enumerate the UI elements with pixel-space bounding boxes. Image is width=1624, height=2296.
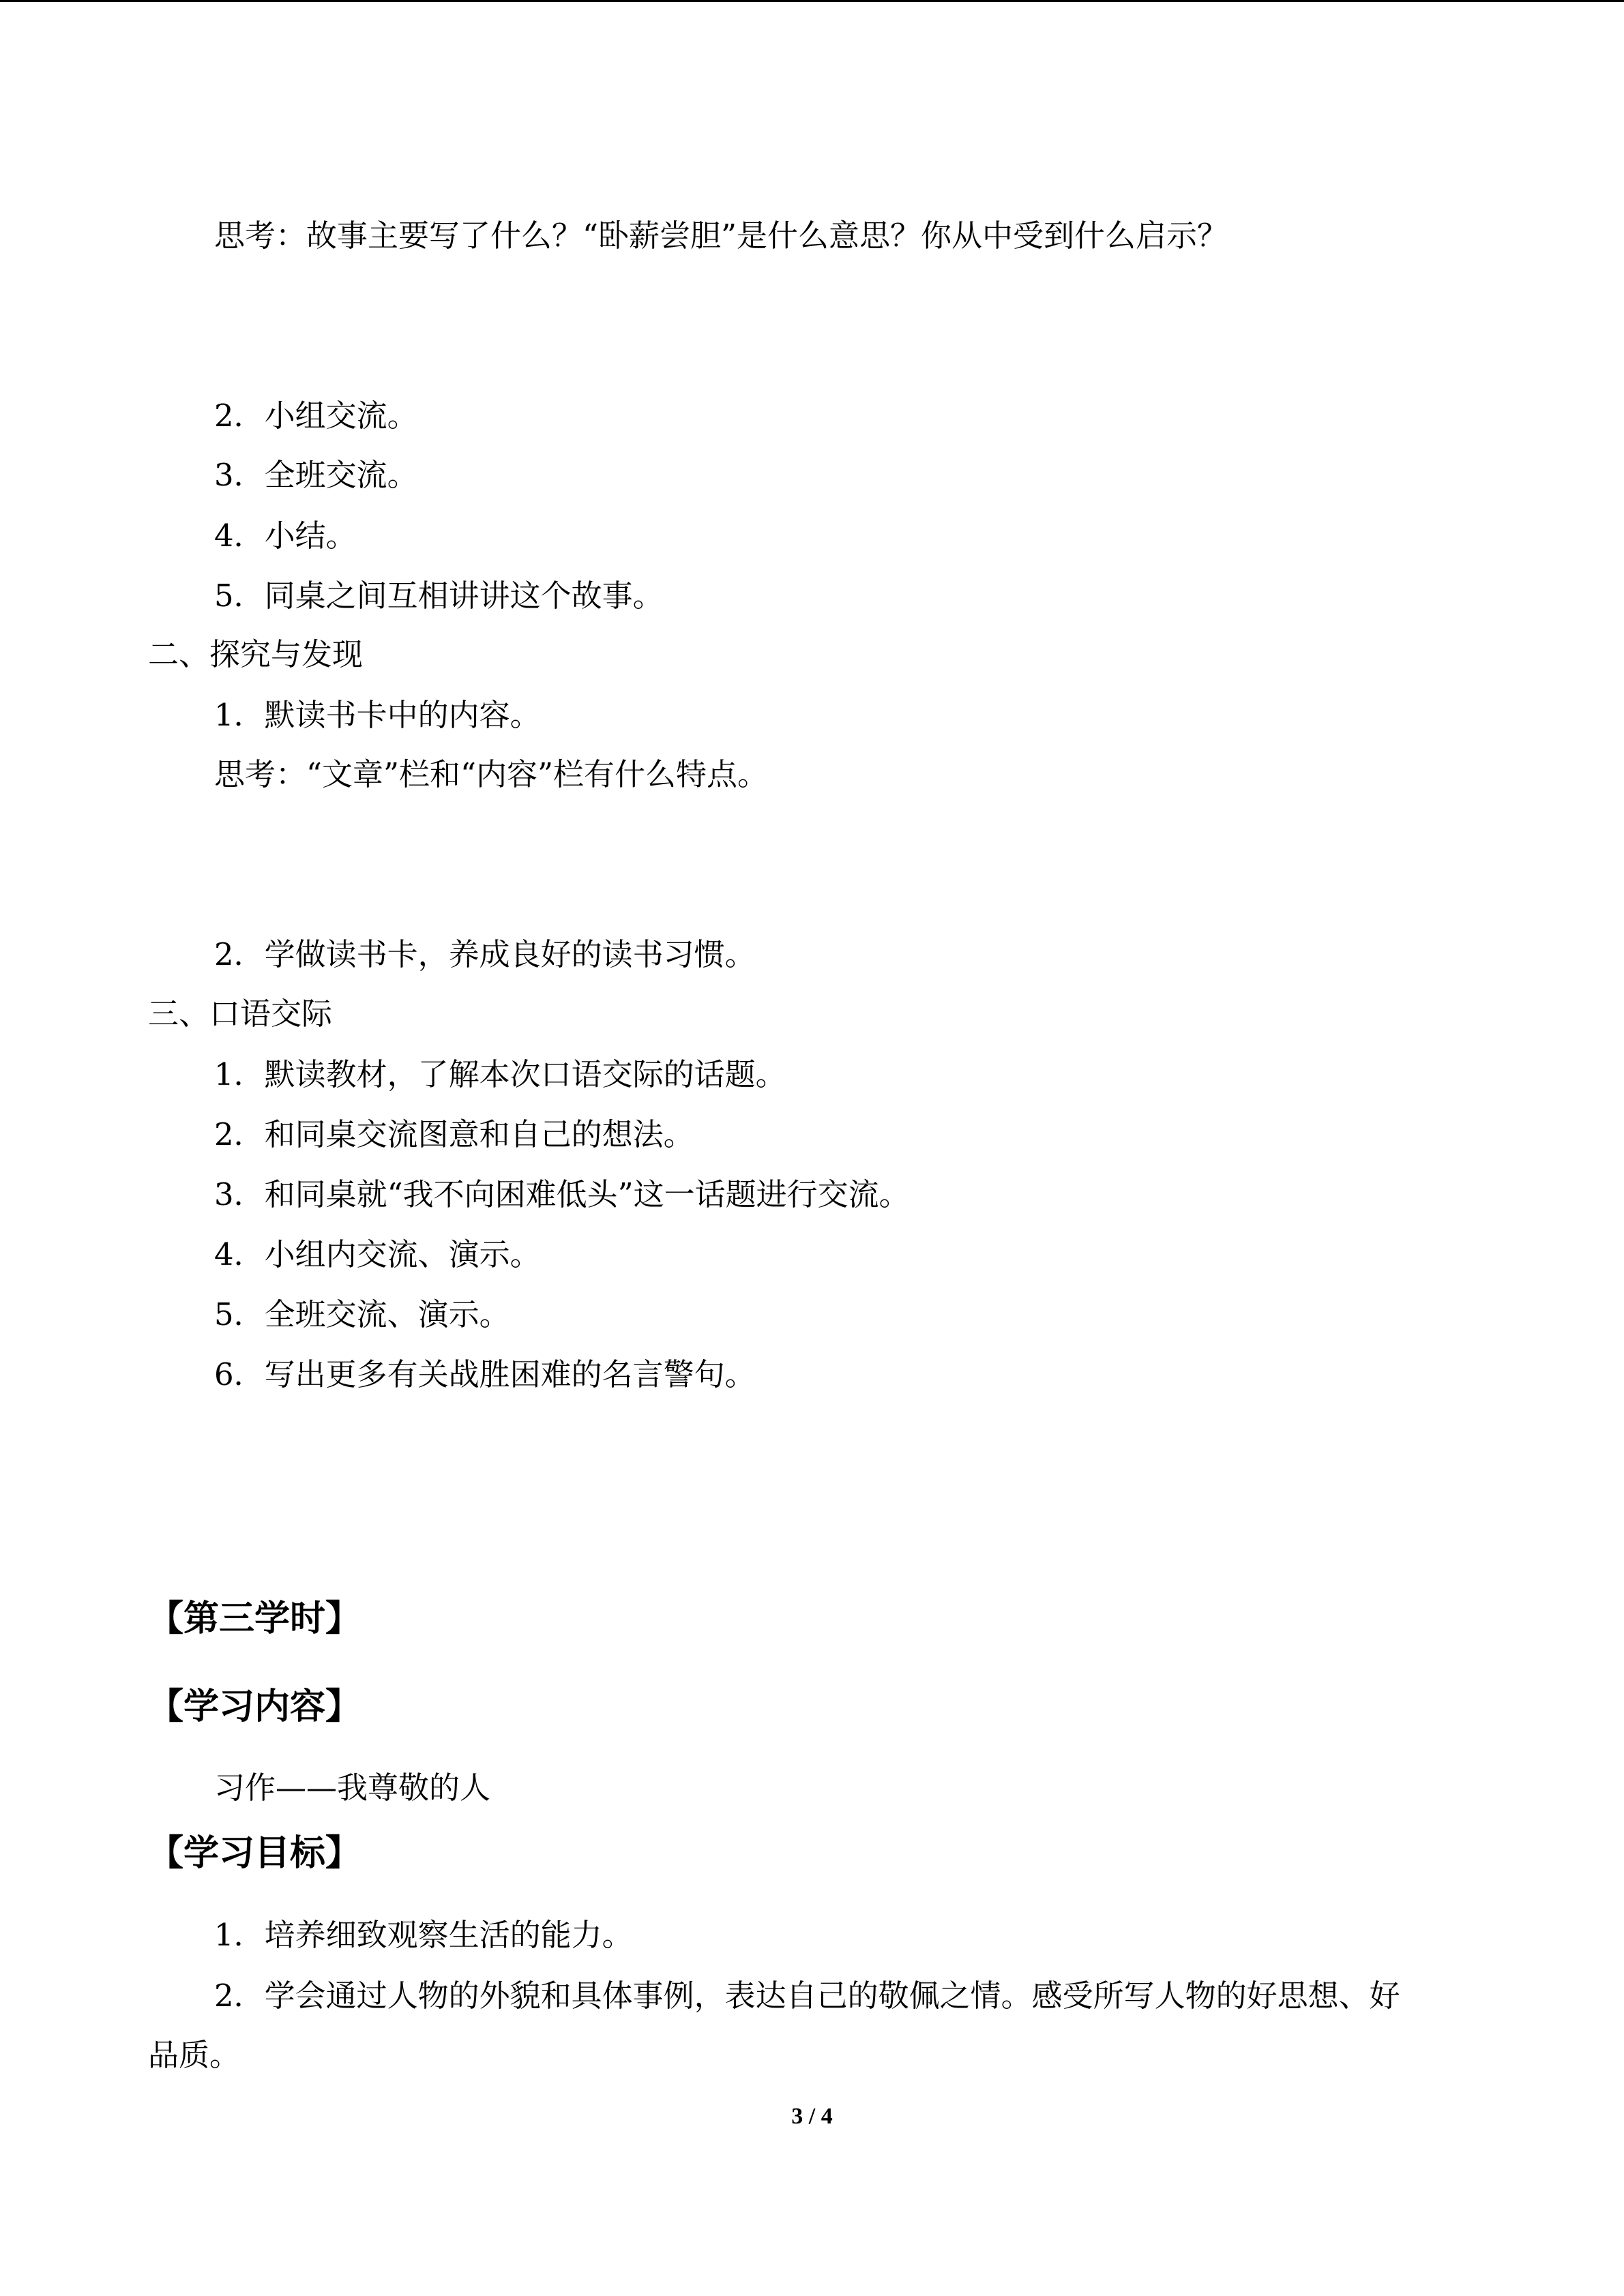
list-item: 5．同桌之间互相讲讲这个故事。 — [214, 578, 664, 614]
lesson-content: 习作——我尊敬的人 — [214, 1770, 491, 1806]
list-item: 4．小结。 — [214, 518, 357, 554]
list-item: 6．写出更多有关战胜困难的名言警句。 — [214, 1356, 756, 1392]
goal-item: 2．学会通过人物的外貌和具体事例，表达自己的敬佩之情。感受所写人物的好思想、好 — [214, 1978, 1400, 2014]
list-item: 4．小组内交流、演示。 — [214, 1236, 541, 1272]
lesson-heading: 【第三学时】 — [148, 1598, 361, 1639]
section-title-oral: 三、口语交际 — [148, 996, 333, 1032]
list-item: 2．和同桌交流图意和自己的想法。 — [214, 1116, 694, 1152]
list-item: 5．全班交流、演示。 — [214, 1296, 510, 1332]
goal-item: 1．培养细致观察生活的能力。 — [214, 1917, 633, 1953]
think-question-2: 思考：“文章”栏和“内容”栏有什么特点。 — [214, 756, 769, 792]
page-top-border — [0, 0, 1624, 2]
goal-item-continuation: 品质。 — [148, 2037, 241, 2073]
list-item: 1．默读教材，了解本次口语交际的话题。 — [214, 1056, 786, 1092]
goals-heading: 【学习目标】 — [148, 1833, 361, 1874]
list-item: 3．和同桌就“我不向困难低头”这一话题进行交流。 — [214, 1176, 910, 1212]
content-heading: 【学习内容】 — [148, 1686, 361, 1727]
page-number: 3 / 4 — [791, 2104, 833, 2129]
list-item: 3．全班交流。 — [214, 457, 418, 493]
list-item: 2．小组交流。 — [214, 398, 418, 434]
list-item: 2．学做读书卡，养成良好的读书习惯。 — [214, 936, 756, 972]
section-title-explore: 二、探究与发现 — [148, 636, 364, 672]
think-question-1: 思考：故事主要写了什么？“卧薪尝胆”是什么意思？你从中受到什么启示？ — [214, 218, 1228, 254]
list-item: 1．默读书卡中的内容。 — [214, 697, 541, 733]
